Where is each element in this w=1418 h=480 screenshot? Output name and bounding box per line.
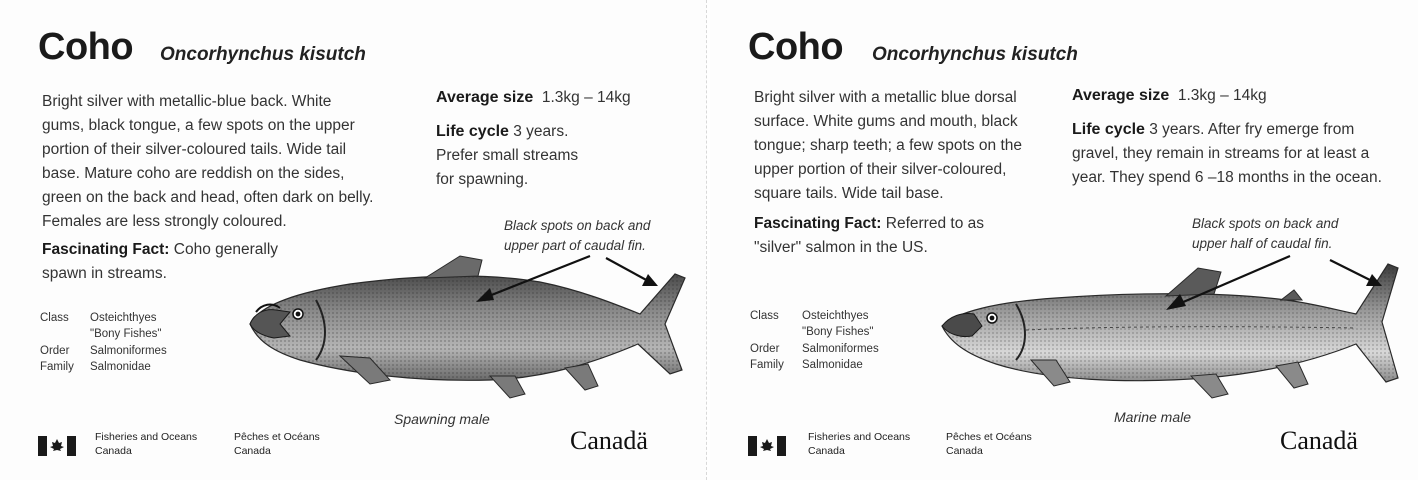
illustration-caption: Spawning male [394, 411, 490, 427]
footer-line: Canada [946, 445, 983, 457]
fact-label: Fascinating Fact: [42, 241, 170, 258]
average-size [436, 86, 696, 110]
taxonomy-order-value: Salmoniformes [90, 345, 167, 357]
taxonomy-order-label: Order [750, 343, 780, 355]
department-name-fr [946, 430, 1032, 458]
species-card-marine [710, 0, 1418, 480]
description-line: surface. White gums and mouth, black [754, 113, 1018, 130]
species-description [754, 86, 1064, 206]
taxonomy-class-value: Osteichthyes [90, 312, 157, 324]
fact-text: Referred to as [881, 215, 984, 232]
taxonomy-class-note: "Bony Fishes" [90, 328, 162, 340]
description-line: tongue; sharp teeth; a few spots on the [754, 137, 1022, 154]
life-cycle-text: 3 years. After fry emerge from [1144, 121, 1355, 138]
spots-annotation [1192, 214, 1392, 254]
description-line: green on the back and head, often dark on belly. [42, 189, 374, 206]
average-size [1072, 84, 1412, 108]
life-cycle-label: Life cycle [1072, 121, 1145, 138]
taxonomy-class-label: Class [40, 312, 69, 324]
life-cycle-text: year. They spend 6 –18 months in the ocean. [1072, 169, 1382, 186]
illustration-caption: Marine male [1114, 409, 1192, 425]
description-line: portion of their silver-coloured tails. Wide tail [42, 141, 347, 158]
description-line: gums, black tongue, a few spots on the upper [42, 117, 355, 134]
average-size-label: Average size [436, 89, 534, 106]
fact-text: spawn in streams. [42, 265, 167, 282]
average-size-value: 1.3kg – 14kg [1177, 87, 1267, 104]
footer-line: Canada [95, 445, 132, 457]
annotation-line: upper half of caudal fin. [1192, 236, 1333, 251]
fascinating-fact [754, 212, 1064, 260]
species-latin-name: Oncorhynchus kisutch [872, 44, 1078, 65]
department-name-fr [234, 430, 320, 458]
life-cycle-text: gravel, they remain in streams for at least a [1072, 145, 1370, 162]
taxonomy-family-label: Family [750, 359, 784, 371]
description-line: Bright silver with a metallic blue dorsal [754, 89, 1017, 106]
species-description [42, 90, 412, 234]
description-line: base. Mature coho are reddish on the sides, [42, 165, 345, 182]
average-size-label: Average size [1072, 87, 1170, 104]
footer-line: Canada [234, 445, 271, 457]
pointer-arrow-icon [1324, 256, 1394, 292]
life-cycle-text: for spawning. [436, 171, 529, 188]
footer-line: Canada [808, 445, 845, 457]
taxonomy-class-label: Class [750, 310, 779, 322]
life-cycle [436, 120, 696, 192]
species-card-spawning [0, 0, 707, 480]
life-cycle-text: 3 years. [508, 123, 569, 140]
life-cycle [1072, 118, 1412, 190]
pointer-arrow-icon [1160, 252, 1310, 316]
taxonomy-family-label: Family [40, 361, 74, 373]
annotation-line: Black spots on back and [1192, 216, 1339, 231]
description-line: square tails. Wide tail base. [754, 185, 944, 202]
canada-wordmark: Canadä [570, 426, 648, 455]
fact-text: "silver" salmon in the US. [754, 239, 928, 256]
pointer-arrow-icon [600, 252, 670, 292]
species-title: Coho [38, 26, 134, 68]
annotation-line: Black spots on back and [504, 218, 651, 233]
taxonomy-family-value: Salmonidae [802, 359, 863, 371]
taxonomy-family-value: Salmonidae [90, 361, 151, 373]
fact-label: Fascinating Fact: [754, 215, 882, 232]
taxonomy-order-label: Order [40, 345, 70, 357]
species-latin-name: Oncorhynchus kisutch [160, 44, 366, 65]
description-line: upper portion of their silver-coloured, [754, 161, 1007, 178]
taxonomy-order-value: Salmoniformes [802, 343, 879, 355]
average-size-value: 1.3kg – 14kg [541, 89, 631, 106]
footer-line: Pêches et Océans [234, 431, 320, 443]
taxonomy [40, 310, 220, 376]
taxonomy [750, 308, 930, 374]
taxonomy-class-value: Osteichthyes [802, 310, 869, 322]
canada-wordmark: Canadä [1280, 426, 1358, 455]
canada-flag-icon [748, 436, 786, 456]
footer-line: Fisheries and Oceans [808, 431, 911, 443]
department-name-en [95, 430, 197, 458]
life-cycle-text: Prefer small streams [436, 147, 579, 164]
canada-flag-icon [38, 436, 76, 456]
description-line: Bright silver with metallic-blue back. White [42, 93, 332, 110]
department-name-en [808, 430, 910, 458]
taxonomy-class-note: "Bony Fishes" [802, 326, 874, 338]
fact-text: Coho generally [169, 241, 279, 258]
life-cycle-label: Life cycle [436, 123, 509, 140]
species-title: Coho [748, 26, 844, 68]
description-line: Females are less strongly coloured. [42, 213, 287, 230]
footer-line: Fisheries and Oceans [95, 431, 198, 443]
footer-line: Pêches et Océans [946, 431, 1032, 443]
annotation-line: upper part of caudal fin. [504, 238, 646, 253]
